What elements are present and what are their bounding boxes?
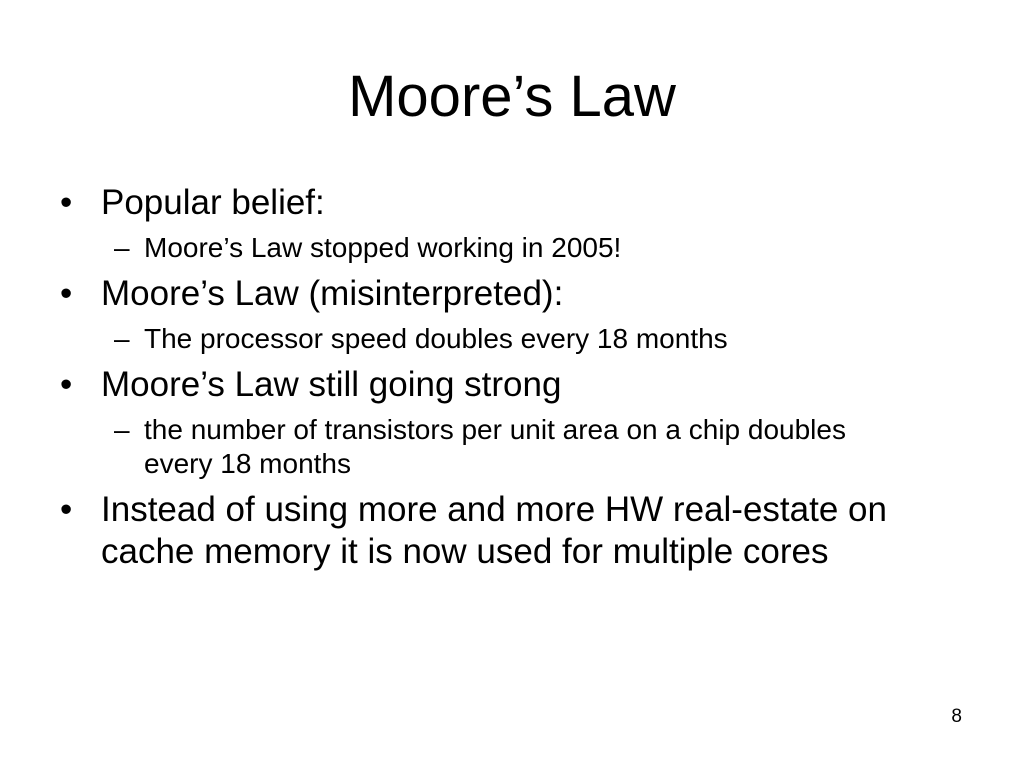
bullet-item: [60, 273, 960, 356]
sub-bullet-text: The processor speed doubles every 18 months: [144, 323, 728, 354]
sub-bullet-text: Moore’s Law stopped working in 2005!: [144, 232, 622, 263]
slide-title: Moore’s Law: [348, 64, 676, 129]
bullet-text: Moore’s Law still going strong: [101, 365, 562, 404]
sub-bullet-marker: –: [114, 414, 130, 445]
sub-bullet-list: [101, 413, 960, 481]
bullet-text: Popular belief:: [101, 183, 325, 222]
sub-bullet-text: the number of transistors per unit area on a chip doubles every 18 months: [144, 414, 846, 479]
bullet-item: [60, 489, 961, 573]
bullet-marker: •: [60, 490, 73, 529]
sub-bullet-item: [100, 413, 884, 481]
bullet-text: Instead of using more and more HW real-estate on cache memory it is now used for multiple cores: [101, 490, 887, 571]
sub-bullet-item: [100, 231, 960, 265]
bullet-item: [60, 364, 960, 481]
sub-bullet-marker: –: [114, 323, 130, 354]
sub-bullet-marker: –: [114, 232, 130, 263]
sub-bullet-item: [100, 322, 960, 356]
page-number: 8: [951, 706, 962, 727]
bullet-marker: •: [60, 183, 73, 222]
sub-bullet-list: [101, 231, 960, 265]
bullet-text: Moore’s Law (misinterpreted):: [101, 274, 564, 313]
bullet-marker: •: [60, 365, 73, 404]
bullet-list: [60, 182, 960, 573]
bullet-marker: •: [60, 274, 73, 313]
sub-bullet-list: [101, 322, 960, 356]
bullet-item: [60, 182, 960, 265]
